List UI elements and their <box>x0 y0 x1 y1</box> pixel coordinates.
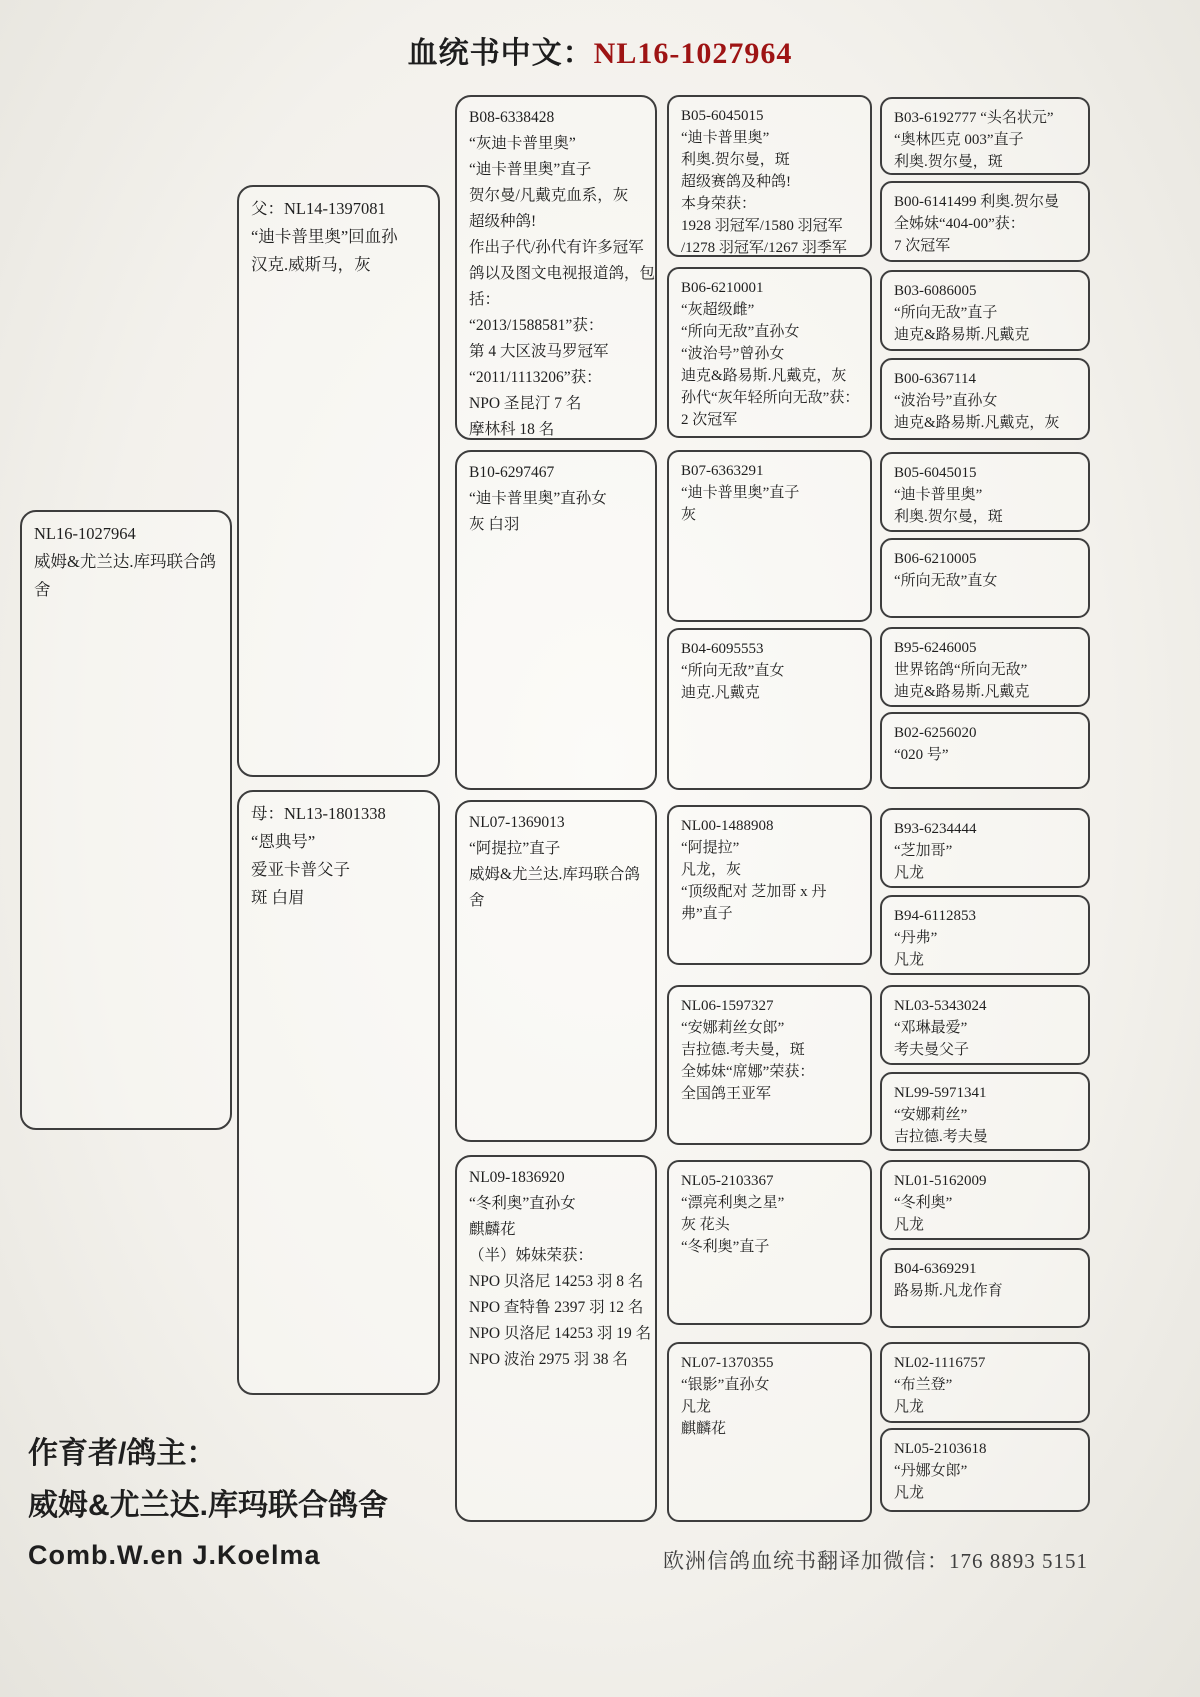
pedigree-text-line: “灰迪卡普里奥” <box>469 135 576 152</box>
pedigree-text-line: “奥林匹克 003”直子 <box>894 132 1024 148</box>
pedigree-text-line: 利奥.贺尔曼，斑 <box>681 152 790 168</box>
pedigree-text-line: B03-6086005 <box>894 283 977 299</box>
pedigree-text-line: 7 次冠军 <box>894 238 951 254</box>
pedigree-text-line: “冬利奥”直子 <box>681 1239 770 1255</box>
pedigree-text-line: NL05-2103367 <box>681 1173 774 1189</box>
pedigree-text-line: 凡龙 <box>894 1485 925 1501</box>
pedigree-text-line: NL02-1116757 <box>894 1355 986 1371</box>
pedigree-text-line: 汉克.威斯马，灰 <box>251 255 371 274</box>
pedigree-text-line: B08-6338428 <box>469 109 555 126</box>
pedigree-text-line: 本身荣获： <box>681 196 757 212</box>
pedigree-text-line: NPO 贝洛尼 14253 羽 19 名 <box>469 1325 652 1342</box>
pedigree-text-line: NL03-5343024 <box>894 998 987 1014</box>
pedigree-text-line: NPO 查特鲁 2397 羽 12 名 <box>469 1299 644 1316</box>
pedigree-text-line: B06-6210005 <box>894 551 977 567</box>
pedigree-box-grandparent-2 <box>455 450 657 790</box>
pedigree-text-line: 威姆&尤兰达.库玛联合鸽 <box>34 552 216 571</box>
pedigree-text-line: 作出子代/孙代有许多冠军 <box>469 239 644 256</box>
pedigree-text-line: 灰 白羽 <box>469 516 520 533</box>
pedigree-text-line: NL05-2103618 <box>894 1441 987 1457</box>
pedigree-text-line: 父：NL14-1397081 <box>251 199 386 218</box>
pedigree-box-grandparent-1 <box>455 95 657 440</box>
pedigree-text-line: 麒麟花 <box>469 1221 516 1238</box>
pedigree-text-line: “波治号”曾孙女 <box>681 346 785 362</box>
pedigree-text-line: （半）姊妹荣获： <box>469 1247 594 1264</box>
pedigree-box-grandparent-4 <box>455 1155 657 1522</box>
pedigree-box-gg-grandparent-6 <box>880 538 1090 618</box>
pedigree-text-line: /1278 羽冠军/1267 羽季军 <box>681 240 847 256</box>
pedigree-text-line: 爱亚卡普父子 <box>251 860 350 879</box>
pedigree-text-line: 迪克&路易斯.凡戴克，灰 <box>894 415 1060 431</box>
breeder-block <box>28 1428 388 1578</box>
pedigree-text-line: B05-6045015 <box>681 108 764 124</box>
pedigree-text-line: B07-6363291 <box>681 463 764 479</box>
pedigree-text-line: 世界铭鸽“所向无敌” <box>894 662 1028 678</box>
pedigree-text-line: B10-6297467 <box>469 464 555 481</box>
pedigree-text-line: 灰 <box>681 507 697 523</box>
pedigree-text-line: “迪卡普里奥”回血孙 <box>251 227 398 246</box>
pedigree-text-line: 全姊妹“404-00”获： <box>894 216 1025 232</box>
pedigree-text-line: “丹娜女郎” <box>894 1463 968 1479</box>
pedigree-text-line: “恩典号” <box>251 832 316 851</box>
pedigree-box-gg-grandparent-7 <box>880 627 1090 707</box>
pedigree-text-line: 灰 花头 <box>681 1217 730 1233</box>
pedigree-text-line: 孙代“灰年轻所向无敌”获： <box>681 390 860 406</box>
pedigree-box-gg-grandparent-10 <box>880 895 1090 975</box>
pedigree-text-line: “所向无敌”直孙女 <box>681 324 800 340</box>
pedigree-text-line: 凡龙 <box>894 865 925 881</box>
pedigree-text-line: “冬利奥”直孙女 <box>469 1195 576 1212</box>
pedigree-text-line: “漂亮利奥之星” <box>681 1195 785 1211</box>
pedigree-box-gg-grandparent-1 <box>880 97 1090 175</box>
pedigree-box-gg-grandparent-3 <box>880 270 1090 351</box>
pedigree-text-line: 迪克&路易斯.凡戴克 <box>894 327 1030 343</box>
title-ring-number: NL16-1027964 <box>593 37 793 70</box>
pedigree-box-great-grandparent-4 <box>667 628 872 790</box>
pedigree-text-line: “迪卡普里奥”直子 <box>681 485 800 501</box>
pedigree-box-grandparent-3 <box>455 800 657 1142</box>
pedigree-box-gg-grandparent-5 <box>880 452 1090 532</box>
pedigree-text-line: “灰超级雌” <box>681 302 755 318</box>
pedigree-text-line: 凡龙 <box>894 1399 925 1415</box>
pedigree-text-line: 弗”直子 <box>681 906 733 922</box>
pedigree-text-line: 全姊妹“席娜”荣获： <box>681 1064 815 1080</box>
pedigree-text-line: “020 号” <box>894 747 949 763</box>
pedigree-text-line: 利奥.贺尔曼，斑 <box>894 509 1003 525</box>
title-label: 血统书中文： <box>407 37 594 70</box>
pedigree-text-line: B04-6369291 <box>894 1261 977 1277</box>
pedigree-box-gg-grandparent-14 <box>880 1248 1090 1328</box>
pedigree-text-line: 凡龙，灰 <box>681 862 742 878</box>
pedigree-text-line: NL07-1369013 <box>469 814 565 831</box>
pedigree-text-line: “阿提拉” <box>681 840 740 856</box>
pedigree-text-line: B93-6234444 <box>894 821 977 837</box>
pedigree-text-line: 超级种鸽! <box>469 213 537 230</box>
breeder-label: 作育者/鸽主： <box>28 1437 217 1470</box>
pedigree-text-line: “迪卡普里奥”直子 <box>469 161 592 178</box>
pedigree-text-line: 凡龙 <box>681 1399 712 1415</box>
pedigree-box-great-grandparent-6 <box>667 985 872 1145</box>
pedigree-text-line: B05-6045015 <box>894 465 977 481</box>
pedigree-text-line: B95-6246005 <box>894 640 977 656</box>
pedigree-text-line: 迪克&路易斯.凡戴克，灰 <box>681 368 847 384</box>
pedigree-box-gg-grandparent-16 <box>880 1428 1090 1512</box>
breeder-name-latin: Comb.W.en J.Koelma <box>28 1540 321 1570</box>
pedigree-text-line: “冬利奥” <box>894 1195 953 1211</box>
pedigree-text-line: NL01-5162009 <box>894 1173 987 1189</box>
pedigree-text-line: “所向无敌”直子 <box>894 305 998 321</box>
pedigree-text-line: NL06-1597327 <box>681 998 774 1014</box>
pedigree-text-line: NPO 贝洛尼 14253 羽 8 名 <box>469 1273 644 1290</box>
pedigree-text-line: “银影”直孙女 <box>681 1377 770 1393</box>
pedigree-text-line: “邓琳最爱” <box>894 1020 968 1036</box>
pedigree-text-line: NL99-5971341 <box>894 1085 987 1101</box>
pedigree-text-line: NL09-1836920 <box>469 1169 565 1186</box>
pedigree-text-line: 括： <box>469 291 501 308</box>
pedigree-text-line: “芝加哥” <box>894 843 953 859</box>
pedigree-text-line: “丹弗” <box>894 930 938 946</box>
pedigree-box-great-grandparent-3 <box>667 450 872 622</box>
pedigree-text-line: 迪克&路易斯.凡戴克 <box>894 684 1030 700</box>
pedigree-text-line: 路易斯.凡龙作育 <box>894 1283 1003 1299</box>
pedigree-text-line: 全国鸽王亚军 <box>681 1086 772 1102</box>
pedigree-text-line: 凡龙 <box>894 1217 925 1233</box>
pedigree-text-line: B02-6256020 <box>894 725 977 741</box>
pedigree-text-line: 鸽以及图文电视报道鸽，包 <box>469 265 656 282</box>
pedigree-text-line: 迪克.凡戴克 <box>681 685 760 701</box>
pedigree-text-line: “安娜莉丝女郎” <box>681 1020 785 1036</box>
pedigree-text-line: 摩林科 18 名 <box>469 421 555 438</box>
pedigree-text-line: B06-6210001 <box>681 280 764 296</box>
pedigree-text-line: 斑 白眉 <box>251 888 305 907</box>
pedigree-box-father <box>237 185 440 777</box>
pedigree-box-great-grandparent-8 <box>667 1342 872 1522</box>
pedigree-text-line: NPO 波治 2975 羽 38 名 <box>469 1351 628 1368</box>
pedigree-box-mother <box>237 790 440 1395</box>
pedigree-text-line: 舍 <box>34 580 51 599</box>
pedigree-box-gg-grandparent-4 <box>880 358 1090 440</box>
pedigree-text-line: B04-6095553 <box>681 641 764 657</box>
pedigree-text-line: 舍 <box>469 892 485 909</box>
pedigree-text-line: 吉拉德.考夫曼 <box>894 1129 988 1145</box>
pedigree-text-line: B00-6141499 利奥.贺尔曼 <box>894 194 1060 210</box>
pedigree-text-line: “迪卡普里奥” <box>681 130 770 146</box>
pedigree-text-line: 吉拉德.考夫曼，斑 <box>681 1042 805 1058</box>
pedigree-text-line: 第 4 大区波马罗冠军 <box>469 343 609 360</box>
pedigree-text-line: “所向无敌”直女 <box>894 573 998 589</box>
pedigree-text-line: 2 次冠军 <box>681 412 738 428</box>
pedigree-box-gg-grandparent-2 <box>880 181 1090 262</box>
pedigree-text-line: B03-6192777 “头名状元” <box>894 110 1054 126</box>
pedigree-text-line: NL16-1027964 <box>34 524 136 543</box>
pedigree-text-line: “迪卡普里奥”直孙女 <box>469 490 607 507</box>
pedigree-box-gg-grandparent-13 <box>880 1160 1090 1240</box>
pedigree-box-great-grandparent-5 <box>667 805 872 965</box>
pedigree-text-line: “所向无敌”直女 <box>681 663 785 679</box>
pedigree-text-line: 母：NL13-1801338 <box>251 804 386 823</box>
pedigree-text-line: B00-6367114 <box>894 371 976 387</box>
pedigree-text-line: NPO 圣昆汀 7 名 <box>469 395 582 412</box>
pedigree-text-line: “迪卡普里奥” <box>894 487 983 503</box>
pedigree-box-great-grandparent-1 <box>667 95 872 257</box>
page-title <box>0 28 1200 72</box>
pedigree-text-line: “2011/1113206”获： <box>469 369 602 386</box>
pedigree-text-line: 考夫曼父子 <box>894 1042 970 1058</box>
pedigree-text-line: “阿提拉”直子 <box>469 840 561 857</box>
pedigree-text-line: 超级赛鸽及种鸽! <box>681 174 791 190</box>
pedigree-box-great-grandparent-7 <box>667 1160 872 1325</box>
pedigree-text-line: NL07-1370355 <box>681 1355 774 1371</box>
pedigree-box-great-grandparent-2 <box>667 267 872 438</box>
pedigree-box-gg-grandparent-15 <box>880 1342 1090 1423</box>
breeder-loft-name: 威姆&尤兰达.库玛联合鸽舍 <box>28 1489 388 1522</box>
pedigree-box-gg-grandparent-8 <box>880 712 1090 789</box>
pedigree-text-line: B94-6112853 <box>894 908 976 924</box>
pedigree-text-line: NL00-1488908 <box>681 818 774 834</box>
translation-watermark: 欧洲信鸽血统书翻译加微信：176 8893 5151 <box>663 1549 1088 1573</box>
pedigree-text-line: 威姆&尤兰达.库玛联合鸽 <box>469 866 640 883</box>
pedigree-text-line: 凡龙 <box>894 952 925 968</box>
pedigree-text-line: 利奥.贺尔曼，斑 <box>894 154 1003 170</box>
pedigree-text-line: 1928 羽冠军/1580 羽冠军 <box>681 218 843 234</box>
pedigree-text-line: “2013/1588581”获： <box>469 317 604 334</box>
pedigree-box-gg-grandparent-9 <box>880 808 1090 888</box>
pedigree-box-gg-grandparent-11 <box>880 985 1090 1065</box>
pedigree-text-line: “波治号”直孙女 <box>894 393 998 409</box>
pedigree-text-line: 贺尔曼/凡戴克血系，灰 <box>469 187 629 204</box>
pedigree-text-line: “布兰登” <box>894 1377 953 1393</box>
pedigree-text-line: “顶级配对 芝加哥 x 丹 <box>681 884 827 900</box>
pedigree-text-line: “安娜莉丝” <box>894 1107 968 1123</box>
pedigree-text-line: 麒麟花 <box>681 1421 727 1437</box>
pedigree-box-subject <box>20 510 232 1130</box>
pedigree-box-gg-grandparent-12 <box>880 1072 1090 1151</box>
